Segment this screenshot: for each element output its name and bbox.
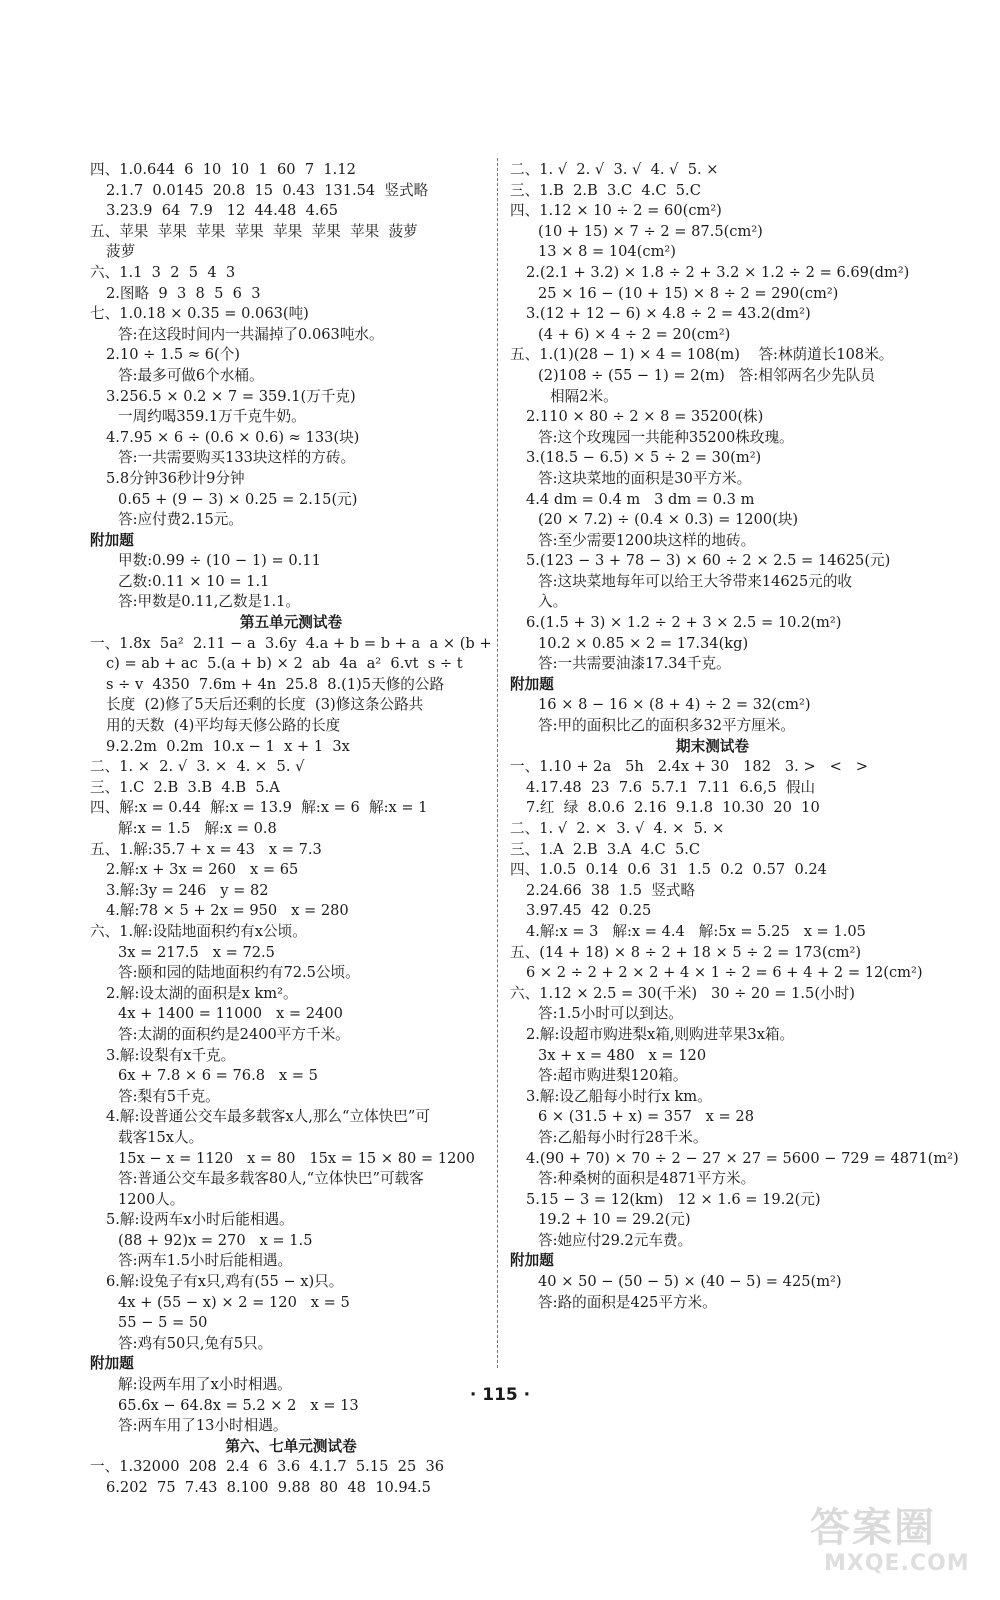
answer-line: 答:种桑树的面积是4871平方米。 — [538, 1170, 756, 1188]
answer-line: 二、1. × 2. √ 3. × 4. × 5. √ — [90, 758, 305, 776]
answer-line: 三、1.B 2.B 3.C 4.C 5.C — [510, 181, 701, 199]
answer-line: 三、1.A 2.B 3.A 4.C 5.C — [510, 840, 701, 858]
answer-line: 3x + x = 480 x = 120 — [538, 1046, 707, 1064]
left-answer-column — [90, 160, 492, 1499]
answer-line: 2.1.7 0.0145 20.8 15 0.43 131.54 竖式略 — [106, 181, 429, 199]
answer-line: 答:这块菜地的面积是30平方米。 — [538, 469, 752, 487]
answer-line: 4.解:x = 3 解:x = 4.4 解:5x = 5.25 x = 1.05 — [526, 922, 866, 940]
answer-line: 六、1.1 3 2 5 4 3 — [90, 263, 236, 281]
answer-line: 6.(1.5 + 3) × 1.2 ÷ 2 + 3 × 2.5 = 10.2(m²) — [526, 614, 842, 632]
answer-line: 七、1.0.18 × 0.35 = 0.063(吨) — [90, 305, 309, 323]
answer-line: (4 + 6) × 4 ÷ 2 = 20(cm²) — [538, 325, 731, 343]
answer-line: (2)108 ÷ (55 − 1) = 2(m) 答:相邻两名少先队员 — [538, 366, 875, 384]
answer-line: 乙数:0.11 × 10 = 1.1 — [118, 572, 270, 590]
answer-line: 用的天数 (4)平均每天修公路的长度 — [106, 717, 341, 735]
answer-line: 入。 — [538, 593, 568, 611]
answer-line: 二、1. √ 2. × 3. √ 4. × 5. × — [510, 820, 725, 837]
answer-line: (88 + 92)x = 270 x = 1.5 — [118, 1231, 313, 1249]
answer-line: 3x = 217.5 x = 72.5 — [118, 943, 275, 961]
answer-line: 6x + 7.8 × 6 = 76.8 x = 5 — [118, 1067, 318, 1085]
answer-line: 6.解:设兔子有x只,鸡有(55 − x)只。 — [106, 1273, 344, 1291]
answer-line: 5.15 − 3 = 12(km) 12 × 1.6 = 19.2(元) — [526, 1190, 821, 1208]
watermark-url: MXQE.COM — [824, 1551, 970, 1576]
answer-line: 4.4 dm = 0.4 m 3 dm = 0.3 m — [526, 490, 755, 508]
answer-line: 3.解:设乙船每小时行x km。 — [526, 1087, 712, 1105]
answer-line: 6 × 2 ÷ 2 + 2 × 2 + 4 × 1 ÷ 2 = 6 + 4 + 2 = 12(cm²) — [526, 964, 923, 982]
answer-line: 六、1.12 × 2.5 = 30(千米) 30 ÷ 20 = 1.5(小时) — [510, 984, 855, 1002]
answer-line: 答:颐和园的陆地面积约有72.5公顷。 — [118, 964, 360, 982]
answer-line: 19.2 + 10 = 29.2(元) — [538, 1211, 691, 1229]
right-answer-column — [510, 160, 959, 1313]
answer-line: 四、1.12 × 10 ÷ 2 = 60(cm²) — [510, 202, 722, 220]
column-divider — [497, 158, 498, 1368]
bonus-heading: 附加题 — [90, 531, 134, 549]
answer-line: s ÷ v 4350 7.6m + 4n 25.8 8.(1)5天修的公路 — [106, 675, 445, 693]
answer-line: 六、1.解:设陆地面积约有x公顷。 — [90, 922, 307, 940]
watermark-logo — [810, 1505, 980, 1595]
answer-line: 五、苹果 苹果 苹果 苹果 苹果 苹果 苹果 菠萝 — [90, 222, 418, 240]
answer-line: 7.红 绿 8.0.6 2.16 9.1.8 10.30 20 10 — [526, 799, 820, 817]
answer-line: 10.2 × 0.85 × 2 = 17.34(kg) — [538, 634, 749, 652]
answer-line: 五、(14 + 18) × 8 ÷ 2 + 18 × 5 ÷ 2 = 173(cm²) — [510, 943, 862, 961]
answer-line: 4.7.95 × 6 ÷ (0.6 × 0.6) ≈ 133(块) — [106, 428, 360, 446]
page-number: · 115 · — [469, 1385, 531, 1405]
answer-line: 答:一共需要购买133块这样的方砖。 — [118, 449, 356, 467]
answer-line: 4.(90 + 70) × 70 ÷ 2 − 27 × 27 = 5600 − 729 = 4871(m²) — [526, 1149, 959, 1167]
answer-line: 答:太湖的面积约是2400平方千米。 — [118, 1025, 350, 1043]
answer-line: 答:超市购进梨120箱。 — [538, 1067, 688, 1085]
answer-line: 6 × (31.5 + x) = 357 x = 28 — [538, 1108, 754, 1126]
answer-line: 五、1.(1)(28 − 1) × 4 = 108(m) 答:林荫道长108米。 — [510, 346, 894, 364]
answer-line: 4.解:78 × 5 + 2x = 950 x = 280 — [106, 902, 349, 920]
answer-line: 3.256.5 × 0.2 × 7 = 359.1(万千克) — [106, 387, 356, 405]
answer-line: 2.10 ÷ 1.5 ≈ 6(个) — [106, 346, 240, 364]
answer-line: 答:1.5小时可以到达。 — [538, 1005, 683, 1023]
answer-line: 55 − 5 = 50 — [118, 1314, 208, 1332]
answer-line: 四、1.0.644 6 10 10 1 60 7 1.12 — [90, 161, 356, 178]
answer-line: 13 × 8 = 104(cm²) — [538, 243, 676, 261]
answer-line: 4x + (55 − x) × 2 = 120 x = 5 — [118, 1293, 350, 1311]
answer-line: 4x + 1400 = 11000 x = 2400 — [118, 1005, 343, 1023]
answer-line: 答:路的面积是425平方米。 — [538, 1293, 717, 1311]
answer-line: 答:她应付29.2元车费。 — [538, 1231, 693, 1249]
answer-line: 长度 (2)修了5天后还剩的长度 (3)修这条公路共 — [106, 696, 424, 714]
answer-line: 2.图略 9 3 8 5 6 3 — [106, 284, 261, 302]
answer-line: 答:这个玫瑰园一共能种35200株玫瑰。 — [538, 428, 794, 446]
watermark-logo-text: 答案圈 — [810, 1505, 936, 1551]
answer-line: 答:最多可做6个水桶。 — [118, 366, 264, 384]
answer-line: 3.97.45 42 0.25 — [526, 902, 652, 920]
answer-line: 6.202 75 7.43 8.100 9.88 80 48 10.94.5 — [106, 1479, 431, 1496]
answer-line: 四、解:x = 0.44 解:x = 13.9 解:x = 6 解:x = 1 — [90, 799, 428, 817]
answer-line: 答:两车用了13小时相遇。 — [118, 1417, 288, 1435]
answer-line: 二、1. √ 2. √ 3. √ 4. √ 5. × — [510, 161, 719, 178]
section-title: 第六、七单元测试卷 — [225, 1437, 357, 1455]
answer-line: 答:甲的面积比乙的面积多32平方厘米。 — [538, 717, 795, 735]
answer-line: 答:普通公交车最多载客80人,“立体快巴”可载客 — [118, 1170, 424, 1188]
bonus-heading: 附加题 — [90, 1355, 134, 1373]
answer-line: 40 × 50 − (50 − 5) × (40 − 5) = 425(m²) — [538, 1273, 842, 1291]
answer-line: 解:x = 1.5 解:x = 0.8 — [118, 820, 277, 837]
answer-line: 一、1.32000 208 2.4 6 3.6 4.1.7 5.15 25 36 — [90, 1458, 445, 1476]
answer-line: 答:梨有5千克。 — [118, 1087, 220, 1105]
answer-line: 答:在这段时间内一共漏掉了0.063吨水。 — [118, 325, 384, 343]
answer-line: 2.解:设太湖的面积是x km²。 — [106, 984, 298, 1002]
answer-line: (10 + 15) × 7 ÷ 2 = 87.5(cm²) — [538, 222, 763, 240]
answer-line: 一、1.8x 5a² 2.11 − a 3.6y 4.a + b = b + a a × (b + — [90, 634, 492, 652]
answer-line: 0.65 + (9 − 3) × 0.25 = 2.15(元) — [118, 490, 358, 508]
answer-line: 3.解:设梨有x千克。 — [106, 1046, 236, 1064]
answer-line: 2.24.66 38 1.5 竖式略 — [526, 881, 696, 899]
answer-line: 三、1.C 2.B 3.B 4.B 5.A — [90, 778, 280, 796]
bonus-heading: 附加题 — [510, 675, 554, 693]
answer-line: 一、1.10 + 2a 5h 2.4x + 30 182 3. > < > — [510, 758, 868, 776]
answer-line: c) = ab + ac 5.(a + b) × 2 ab 4a a² 6.vt s ÷ t — [106, 655, 463, 673]
answer-line: 相隔2米。 — [550, 387, 618, 405]
answer-line: 答:这块菜地每年可以给王大爷带来14625元的收 — [538, 572, 853, 590]
answer-line: 答:乙船每小时行28千米。 — [538, 1128, 708, 1146]
answer-line: 3.(18.5 − 6.5) × 5 ÷ 2 = 30(m²) — [526, 449, 762, 467]
answer-line: 3.(12 + 12 − 6) × 4.8 ÷ 2 = 43.2(dm²) — [526, 305, 811, 323]
answer-line: 四、1.0.5 0.14 0.6 31 1.5 0.2 0.57 0.24 — [510, 861, 827, 879]
answer-line: 菠萝 — [106, 243, 136, 261]
answer-line: (20 × 7.2) ÷ (0.4 × 0.3) = 1200(块) — [538, 511, 799, 529]
answer-line: 3.解:3y = 246 y = 82 — [106, 881, 269, 899]
answer-line: 甲数:0.99 ÷ (10 − 1) = 0.11 — [118, 552, 321, 570]
answer-line: 载客15x人。 — [118, 1128, 204, 1146]
answer-line: 25 × 16 − (10 + 15) × 8 ÷ 2 = 290(cm²) — [538, 284, 839, 302]
answer-line: 2.(2.1 + 3.2) × 1.8 ÷ 2 + 3.2 × 1.2 ÷ 2 = 6.69(dm²) — [526, 263, 910, 281]
answer-line: 答:甲数是0.11,乙数是1.1。 — [118, 593, 301, 611]
section-title: 第五单元测试卷 — [239, 614, 343, 632]
answer-line: 5.(123 − 3 + 78 − 3) × 60 ÷ 2 × 2.5 = 14625(元) — [526, 552, 891, 570]
answer-line: 9.2.2m 0.2m 10.x − 1 x + 1 3x — [106, 737, 350, 755]
answer-line: 4.17.48 23 7.6 5.7.1 7.11 6.6,5 假山 — [526, 778, 816, 796]
answer-line: 5.解:设两车x小时后能相遇。 — [106, 1211, 294, 1229]
answer-line: 答:至少需要1200块这样的地砖。 — [538, 531, 756, 549]
answer-line: 答:应付费2.15元。 — [118, 511, 243, 529]
answer-line: 5.8分钟36秒计9分钟 — [106, 469, 245, 487]
section-title: 期末测试卷 — [676, 737, 749, 755]
answer-line: 解:设两车用了x小时相遇。 — [118, 1376, 292, 1394]
bonus-heading: 附加题 — [510, 1252, 554, 1270]
answer-line: 4.解:设普通公交车最多载客x人,那么“立体快巴”可 — [106, 1108, 430, 1126]
answer-line: 一周约喝359.1万千克牛奶。 — [118, 408, 306, 426]
answer-line: 答:一共需要油漆17.34千克。 — [538, 655, 731, 673]
answer-line: 答:鸡有50只,兔有5只。 — [118, 1334, 273, 1352]
answer-line: 2.解:设超市购进梨x箱,则购进苹果3x箱。 — [526, 1025, 795, 1043]
answer-line: 3.23.9 64 7.9 12 44.48 4.65 — [106, 202, 339, 220]
answer-line: 2.解:x + 3x = 260 x = 65 — [106, 861, 299, 879]
answer-line: 2.110 × 80 ÷ 2 × 8 = 35200(株) — [526, 408, 764, 426]
answer-line: 15x − x = 1120 x = 80 15x = 15 × 80 = 1200 — [118, 1149, 475, 1167]
answer-line: 五、1.解:35.7 + x = 43 x = 7.3 — [90, 840, 322, 858]
answer-line: 1200人。 — [118, 1190, 185, 1208]
answer-line: 答:两车1.5小时后能相遇。 — [118, 1252, 293, 1270]
answer-line: 65.6x − 64.8x = 5.2 × 2 x = 13 — [118, 1396, 359, 1414]
answer-line: 16 × 8 − 16 × (8 + 4) ÷ 2 = 32(cm²) — [538, 696, 811, 714]
